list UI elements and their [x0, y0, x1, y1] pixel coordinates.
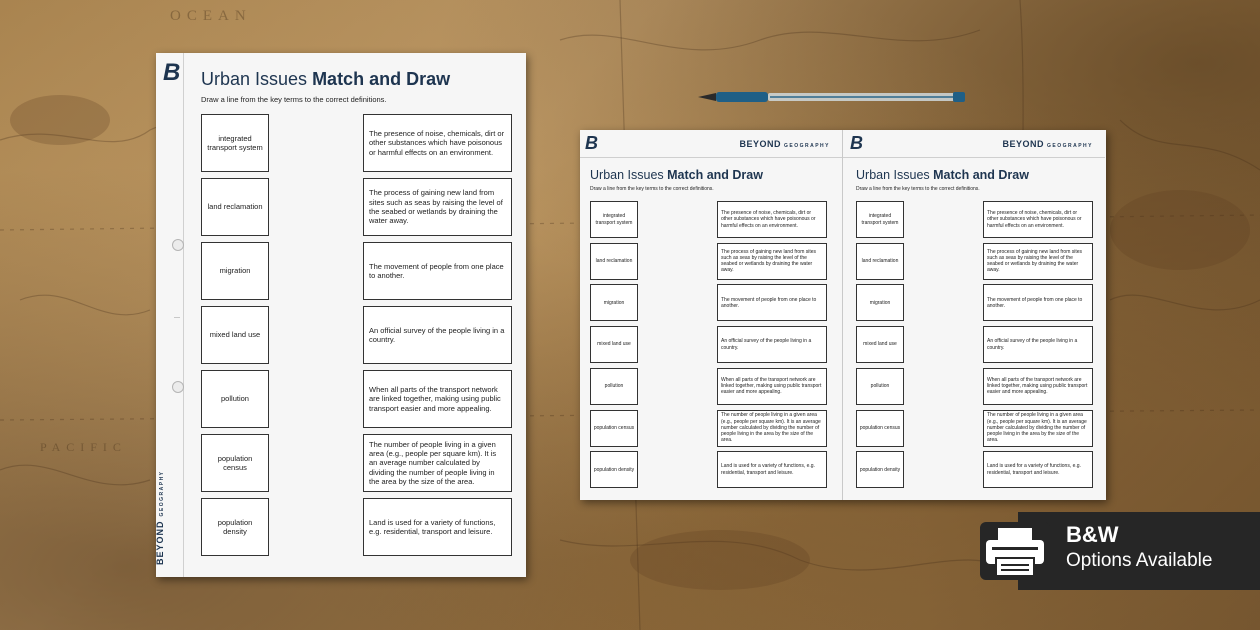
brand-sub: GEOGRAPHY	[159, 470, 165, 517]
definition-box: Land is used for a variety of functions, e.g. residential, transport and leisure.	[363, 498, 512, 556]
pen-image	[698, 88, 968, 106]
definition-box: The presence of noise, chemicals, dirt or other substances which have poisonous or harmful effects on an environment.	[363, 114, 512, 172]
term-box: mixed land use	[856, 326, 904, 363]
term-box: migration	[201, 242, 269, 300]
brand-sub: GEOGRAPHY	[1046, 143, 1093, 149]
punch-hole	[172, 239, 184, 251]
title-bold: Match and Draw	[667, 168, 763, 182]
badge-subtitle: Options Available	[1066, 550, 1213, 571]
term-box: mixed land use	[201, 306, 269, 364]
term-box: population census	[201, 434, 269, 492]
brand-logo-icon: B	[163, 59, 181, 86]
definition-box: Land is used for a variety of functions, e.g. residential, transport and leisure.	[717, 451, 827, 488]
pacific-label: PACIFIC	[40, 440, 127, 454]
term-box: population census	[590, 410, 638, 447]
term-box: population density	[856, 451, 904, 488]
title-prefix: Urban Issues	[856, 168, 934, 182]
term-box: pollution	[590, 368, 638, 405]
definition-box: When all parts of the transport network are linked together, making using public transport easier and more appealing.	[363, 370, 512, 428]
title-prefix: Urban Issues	[590, 168, 668, 182]
definition-box: Land is used for a variety of functions, e.g. residential, transport and leisure.	[983, 451, 1093, 488]
page-header-right	[843, 130, 1105, 158]
brand-logo-icon: B	[850, 133, 863, 153]
bw-options-badge	[1018, 512, 1260, 590]
brand-name: BEYOND	[1002, 139, 1044, 149]
definition-box: The number of people living in a given area (e.g., people per square km). It is an average number calculated by dividing the number of people living in the area by the size of the area.	[983, 410, 1093, 447]
vertical-brand	[155, 470, 165, 565]
brand-sub: GEOGRAPHY	[783, 143, 830, 149]
worksheet-instruction: Draw a line from the key terms to the correct definitions.	[201, 95, 387, 104]
definition-box: The movement of people from one place to another.	[983, 284, 1093, 321]
definition-box: The number of people living in a given area (e.g., people per square km). It is an average number calculated by dividing the number of people living in the area by the size of the area.	[717, 410, 827, 447]
worksheet-instruction-right: Draw a line from the key terms to the correct definitions.	[856, 186, 980, 192]
term-box: pollution	[201, 370, 269, 428]
term-box: integrated transport system	[590, 201, 638, 238]
term-box: land reclamation	[201, 178, 269, 236]
punch-hole	[172, 381, 184, 393]
ocean-label: OCEAN	[170, 8, 252, 24]
term-box: population census	[856, 410, 904, 447]
term-box: population density	[590, 451, 638, 488]
term-box: population density	[201, 498, 269, 556]
term-box: land reclamation	[590, 243, 638, 280]
worksheet-title-right	[856, 168, 1029, 182]
worksheet-instruction-left: Draw a line from the key terms to the correct definitions.	[590, 186, 714, 192]
fold-mark	[174, 317, 180, 318]
term-box: migration	[856, 284, 904, 321]
header-brand	[1002, 139, 1093, 149]
title-prefix: Urban Issues	[201, 69, 313, 89]
definition-box: The presence of noise, chemicals, dirt or other substances which have poisonous or harmful effects on an environment.	[717, 201, 827, 238]
term-box: land reclamation	[856, 243, 904, 280]
page-fold	[842, 130, 843, 500]
definition-box: The movement of people from one place to another.	[717, 284, 827, 321]
definition-box: An official survey of the people living in a country.	[717, 326, 827, 363]
printer-icon	[978, 520, 1052, 582]
definition-box: The process of gaining new land from sites such as seas by raising the level of the seabed or wetlands by draining the water away.	[363, 178, 512, 236]
definition-box: The number of people living in a given area (e.g., people per square km). It is an average number calculated by dividing the number of people living in the area by the size of the area.	[363, 434, 512, 492]
brand-name: BEYOND	[739, 139, 781, 149]
badge-title: B&W	[1066, 522, 1119, 547]
worksheet-spread	[580, 130, 1106, 500]
definition-box: The process of gaining new land from sites such as seas by raising the level of the seabed or wetlands by draining the water away.	[717, 243, 827, 280]
worksheet-large	[156, 53, 526, 577]
definition-box: An official survey of the people living in a country.	[363, 306, 512, 364]
header-brand	[739, 139, 830, 149]
title-bold: Match and Draw	[933, 168, 1029, 182]
term-box: integrated transport system	[856, 201, 904, 238]
brand-name: BEYOND	[155, 520, 165, 565]
brand-logo-icon: B	[585, 133, 598, 153]
title-bold: Match and Draw	[312, 69, 451, 89]
definition-box: An official survey of the people living in a country.	[983, 326, 1093, 363]
page-header-left	[580, 130, 842, 158]
term-box: migration	[590, 284, 638, 321]
term-box: integrated transport system	[201, 114, 269, 172]
term-box: pollution	[856, 368, 904, 405]
definition-box: When all parts of the transport network are linked together, making using public transport easier and more appealing.	[983, 368, 1093, 405]
definition-box: The movement of people from one place to another.	[363, 242, 512, 300]
definition-box: The presence of noise, chemicals, dirt or other substances which have poisonous or harmful effects on an environment.	[983, 201, 1093, 238]
definition-box: The process of gaining new land from sites such as seas by raising the level of the seabed or wetlands by draining the water away.	[983, 243, 1093, 280]
term-box: mixed land use	[590, 326, 638, 363]
worksheet-title-left	[590, 168, 763, 182]
definition-box: When all parts of the transport network are linked together, making using public transport easier and more appealing.	[717, 368, 827, 405]
worksheet-title	[201, 69, 450, 90]
